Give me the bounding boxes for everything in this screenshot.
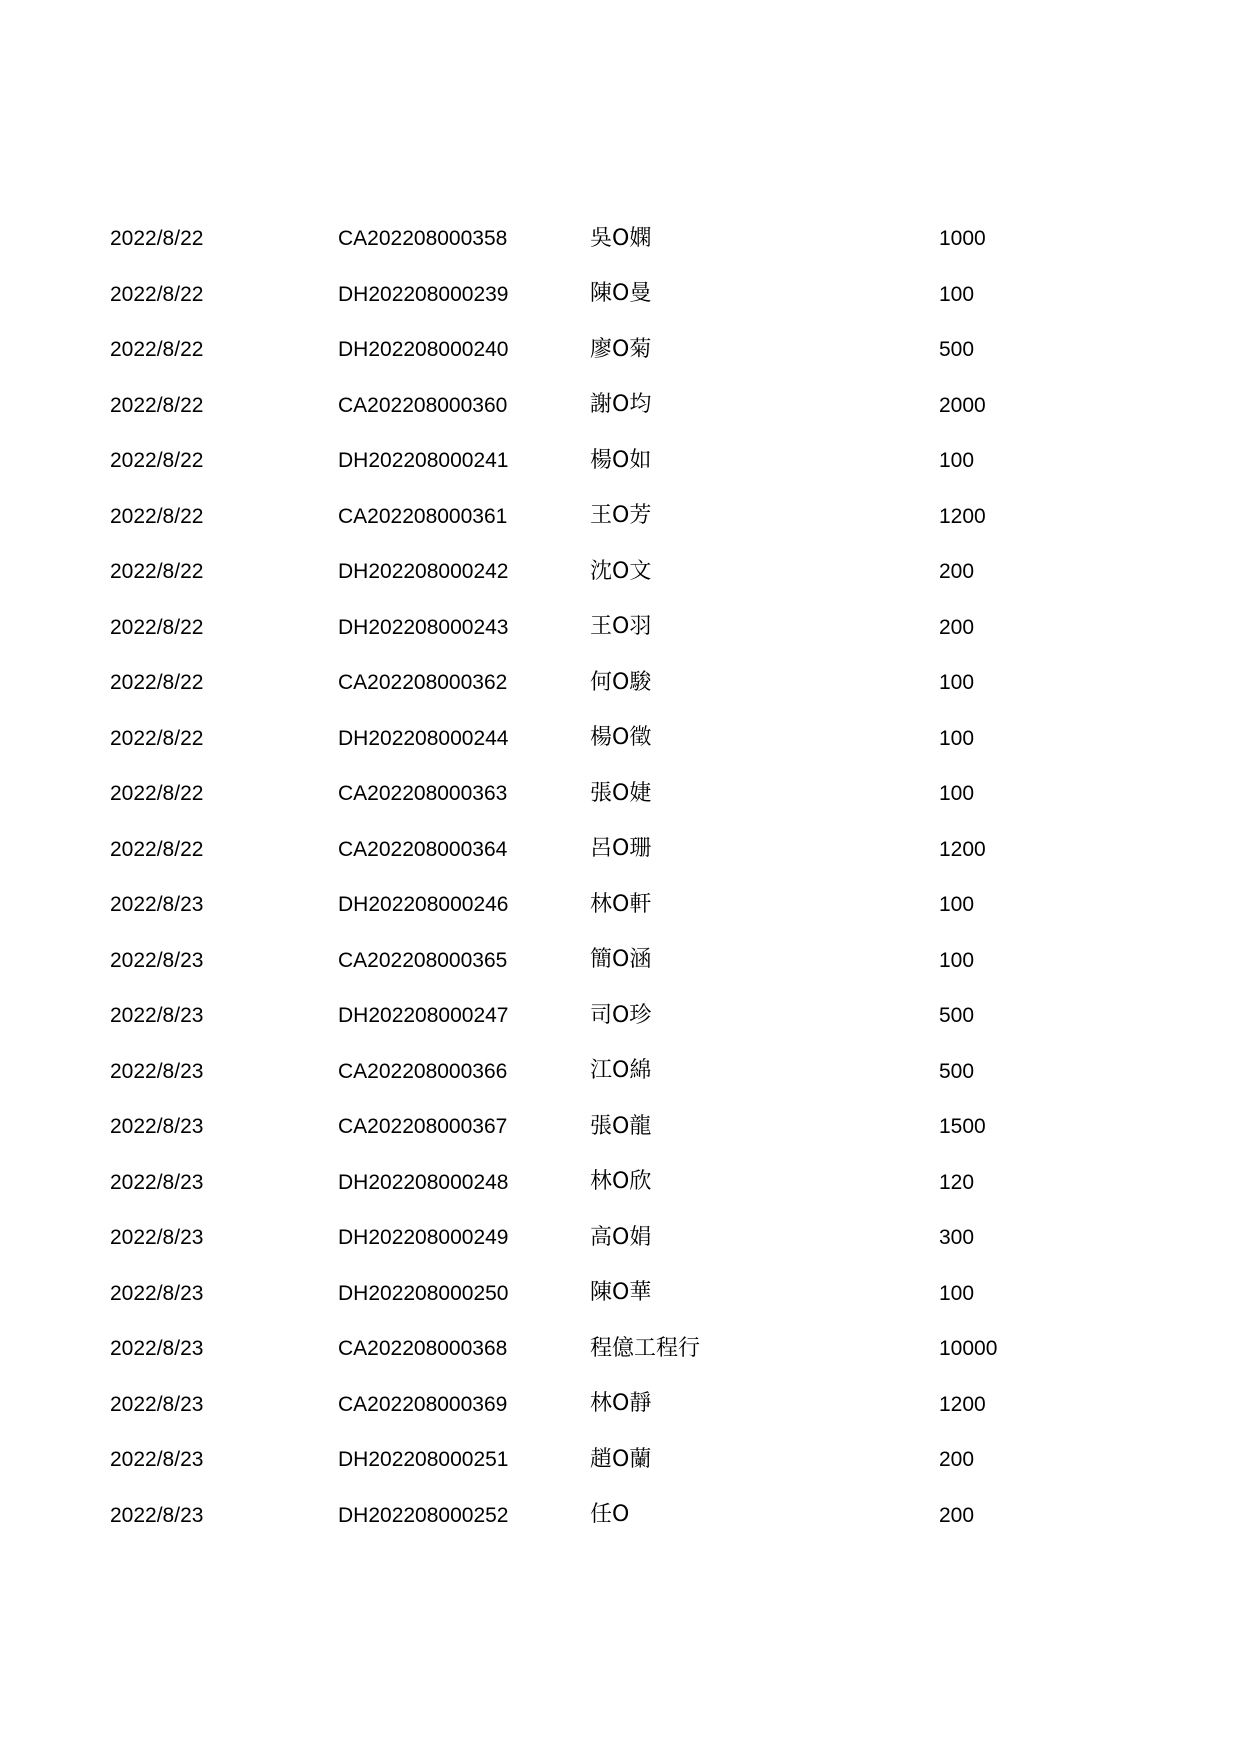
amount-cell: 10000 xyxy=(939,1337,998,1361)
table-row xyxy=(110,1044,1110,1100)
receipt-id-cell: DH202208000250 xyxy=(338,1281,509,1305)
table-row xyxy=(110,711,1110,767)
donor-name-cell: 陳O華 xyxy=(590,1280,652,1306)
amount-cell: 500 xyxy=(939,1004,975,1028)
table-row xyxy=(110,933,1110,989)
donor-name-cell: 林O軒 xyxy=(590,891,652,917)
amount-cell: 120 xyxy=(939,1170,975,1194)
donor-name-cell: 廖O菊 xyxy=(590,336,652,362)
table-row xyxy=(110,988,1110,1044)
receipt-id-cell: DH202208000239 xyxy=(338,282,509,306)
donor-name-cell: 王O羽 xyxy=(590,614,652,640)
donor-name-cell: 張O婕 xyxy=(590,780,652,806)
receipt-id-cell: CA202208000364 xyxy=(338,837,508,861)
table-row xyxy=(110,322,1110,378)
receipt-id-cell: CA202208000367 xyxy=(338,1115,508,1139)
amount-cell: 100 xyxy=(939,449,975,473)
donor-name-cell: 呂O珊 xyxy=(590,836,652,862)
table-row xyxy=(110,1266,1110,1322)
receipt-id-cell: DH202208000249 xyxy=(338,1226,509,1250)
receipt-id-cell: DH202208000251 xyxy=(338,1448,509,1472)
donor-name-cell: 江O綿 xyxy=(590,1058,652,1084)
table-row xyxy=(110,267,1110,323)
donor-name-cell: 王O芳 xyxy=(590,503,652,529)
receipt-id-cell: CA202208000360 xyxy=(338,393,508,417)
table-row xyxy=(110,877,1110,933)
receipt-id-cell: DH202208000252 xyxy=(338,1503,509,1527)
table-row xyxy=(110,433,1110,489)
donor-name-cell: 簡O涵 xyxy=(590,947,652,973)
table-row xyxy=(110,1210,1110,1266)
amount-cell: 1200 xyxy=(939,1392,986,1416)
date-cell: 2022/8/23 xyxy=(110,1281,204,1305)
donor-name-cell: 趙O蘭 xyxy=(590,1446,652,1472)
amount-cell: 500 xyxy=(939,1059,975,1083)
amount-cell: 200 xyxy=(939,615,975,639)
date-cell: 2022/8/22 xyxy=(110,449,204,473)
table-row xyxy=(110,1377,1110,1433)
amount-cell: 2000 xyxy=(939,393,986,417)
amount-cell: 100 xyxy=(939,1281,975,1305)
amount-cell: 200 xyxy=(939,560,975,584)
donor-name-cell: 何O駿 xyxy=(590,669,652,695)
receipt-id-cell: DH202208000247 xyxy=(338,1004,509,1028)
amount-cell: 100 xyxy=(939,893,975,917)
amount-cell: 1200 xyxy=(939,837,986,861)
date-cell: 2022/8/23 xyxy=(110,1337,204,1361)
table-row xyxy=(110,1321,1110,1377)
donor-name-cell: 沈O文 xyxy=(590,558,652,584)
amount-cell: 100 xyxy=(939,782,975,806)
date-cell: 2022/8/23 xyxy=(110,1004,204,1028)
date-cell: 2022/8/23 xyxy=(110,893,204,917)
receipt-id-cell: CA202208000368 xyxy=(338,1337,508,1361)
amount-cell: 100 xyxy=(939,726,975,750)
amount-cell: 1500 xyxy=(939,1115,986,1139)
table-row xyxy=(110,489,1110,545)
donor-name-cell: 陳O曼 xyxy=(590,281,652,307)
donor-name-cell: 林O欣 xyxy=(590,1169,652,1195)
receipt-id-cell: DH202208000242 xyxy=(338,560,509,584)
donor-name-cell: 楊O如 xyxy=(590,447,652,473)
donor-name-cell: 高O娟 xyxy=(590,1224,652,1250)
date-cell: 2022/8/23 xyxy=(110,1115,204,1139)
date-cell: 2022/8/23 xyxy=(110,1448,204,1472)
date-cell: 2022/8/22 xyxy=(110,338,204,362)
date-cell: 2022/8/23 xyxy=(110,948,204,972)
receipt-id-cell: CA202208000362 xyxy=(338,671,508,695)
table-row xyxy=(110,822,1110,878)
amount-cell: 200 xyxy=(939,1503,975,1527)
date-cell: 2022/8/22 xyxy=(110,615,204,639)
table-row xyxy=(110,655,1110,711)
table-row xyxy=(110,211,1110,267)
receipt-id-cell: CA202208000361 xyxy=(338,504,508,528)
date-cell: 2022/8/22 xyxy=(110,782,204,806)
table-row xyxy=(110,1432,1110,1488)
receipt-id-cell: DH202208000248 xyxy=(338,1170,509,1194)
date-cell: 2022/8/22 xyxy=(110,227,204,251)
date-cell: 2022/8/22 xyxy=(110,504,204,528)
date-cell: 2022/8/22 xyxy=(110,837,204,861)
receipt-id-cell: CA202208000366 xyxy=(338,1059,508,1083)
table-row xyxy=(110,766,1110,822)
table-row xyxy=(110,544,1110,600)
amount-cell: 100 xyxy=(939,948,975,972)
donor-name-cell: 任O xyxy=(590,1502,630,1528)
donor-name-cell: 林O靜 xyxy=(590,1391,652,1417)
donor-name-cell: 謝O均 xyxy=(590,392,652,418)
date-cell: 2022/8/23 xyxy=(110,1392,204,1416)
amount-cell: 500 xyxy=(939,338,975,362)
receipt-id-cell: CA202208000369 xyxy=(338,1392,508,1416)
amount-cell: 1200 xyxy=(939,504,986,528)
amount-cell: 200 xyxy=(939,1448,975,1472)
receipt-id-cell: DH202208000246 xyxy=(338,893,509,917)
receipt-id-cell: CA202208000358 xyxy=(338,227,508,251)
amount-cell: 1000 xyxy=(939,227,986,251)
date-cell: 2022/8/22 xyxy=(110,282,204,306)
donor-name-cell: 吳O嫻 xyxy=(590,225,652,251)
date-cell: 2022/8/22 xyxy=(110,671,204,695)
table-row xyxy=(110,378,1110,434)
donor-name-cell: 楊O徵 xyxy=(590,725,652,751)
donation-table xyxy=(110,211,1110,1543)
table-row xyxy=(110,1155,1110,1211)
amount-cell: 100 xyxy=(939,671,975,695)
receipt-id-cell: DH202208000244 xyxy=(338,726,509,750)
date-cell: 2022/8/23 xyxy=(110,1170,204,1194)
donor-name-cell: 司O珍 xyxy=(590,1002,652,1028)
date-cell: 2022/8/23 xyxy=(110,1503,204,1527)
receipt-id-cell: DH202208000241 xyxy=(338,449,509,473)
date-cell: 2022/8/22 xyxy=(110,393,204,417)
amount-cell: 300 xyxy=(939,1226,975,1250)
receipt-id-cell: DH202208000243 xyxy=(338,615,509,639)
receipt-id-cell: CA202208000365 xyxy=(338,948,508,972)
date-cell: 2022/8/23 xyxy=(110,1059,204,1083)
table-row xyxy=(110,1488,1110,1544)
amount-cell: 100 xyxy=(939,282,975,306)
date-cell: 2022/8/22 xyxy=(110,560,204,584)
donor-name-cell: 張O龍 xyxy=(590,1113,652,1139)
date-cell: 2022/8/23 xyxy=(110,1226,204,1250)
table-row xyxy=(110,600,1110,656)
receipt-id-cell: DH202208000240 xyxy=(338,338,509,362)
receipt-id-cell: CA202208000363 xyxy=(338,782,508,806)
donor-name-cell: 程億工程行 xyxy=(590,1335,701,1361)
date-cell: 2022/8/22 xyxy=(110,726,204,750)
table-row xyxy=(110,1099,1110,1155)
